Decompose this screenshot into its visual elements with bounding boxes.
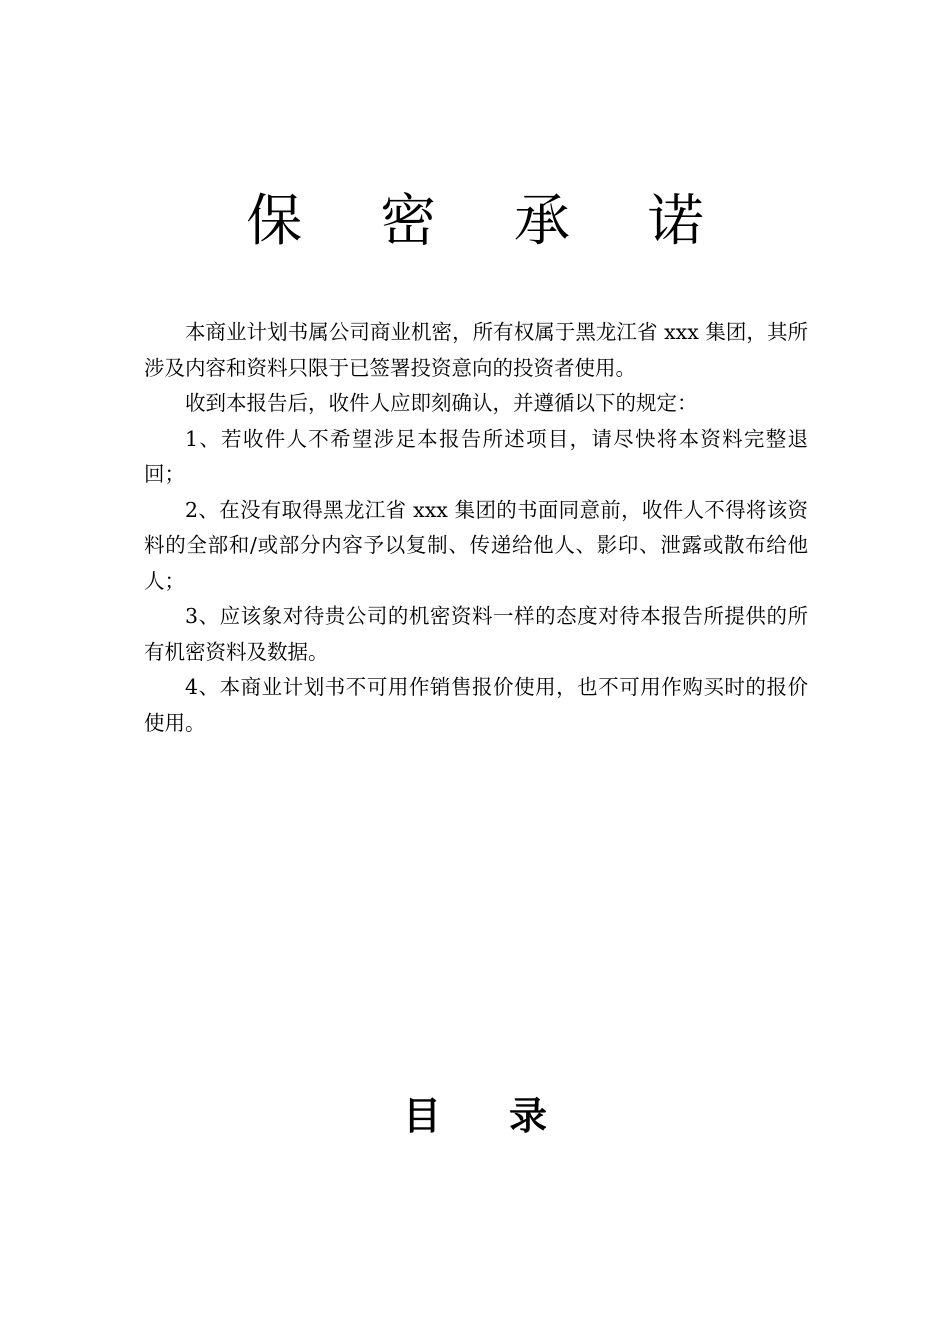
paragraph-rule-4: 4、本商业计划书不可用作销售报价使用，也不可用作购买时的报价使用。 [144,675,808,735]
paragraph-rule-1: 1、若收件人不希望涉足本报告所述项目，请尽快将本资料完整退回； [144,426,808,486]
toc-heading-first-char: 目 [402,1093,441,1138]
paragraph-rules-intro: 收到本报告后，收件人应即刻确认，并遵循以下的规定： [185,391,698,415]
paragraph-ownership: 本商业计划书属公司商业机密，所有权属于黑龙江省 xxx 集团，其所涉及内容和资料只限于已签署投资意向的投资者使用。 [144,320,808,380]
confidentiality-body [144,315,808,741]
paragraph-rule-2: 2、在没有取得黑龙江省 xxx 集团的书面同意前，收件人不得将该资料的全部和/或部分内容予以复制、传递给他人、影印、泄露或散布给他人； [144,497,808,593]
confidentiality-title: 保 密 承 诺 [246,189,734,254]
toc-heading-second-char: 录 [509,1093,548,1138]
paragraph-rule-3: 3、应该象对待贵公司的机密资料一样的态度对待本报告所提供的所有机密资料及数据。 [144,604,808,664]
table-of-contents-heading [0,1088,950,1144]
